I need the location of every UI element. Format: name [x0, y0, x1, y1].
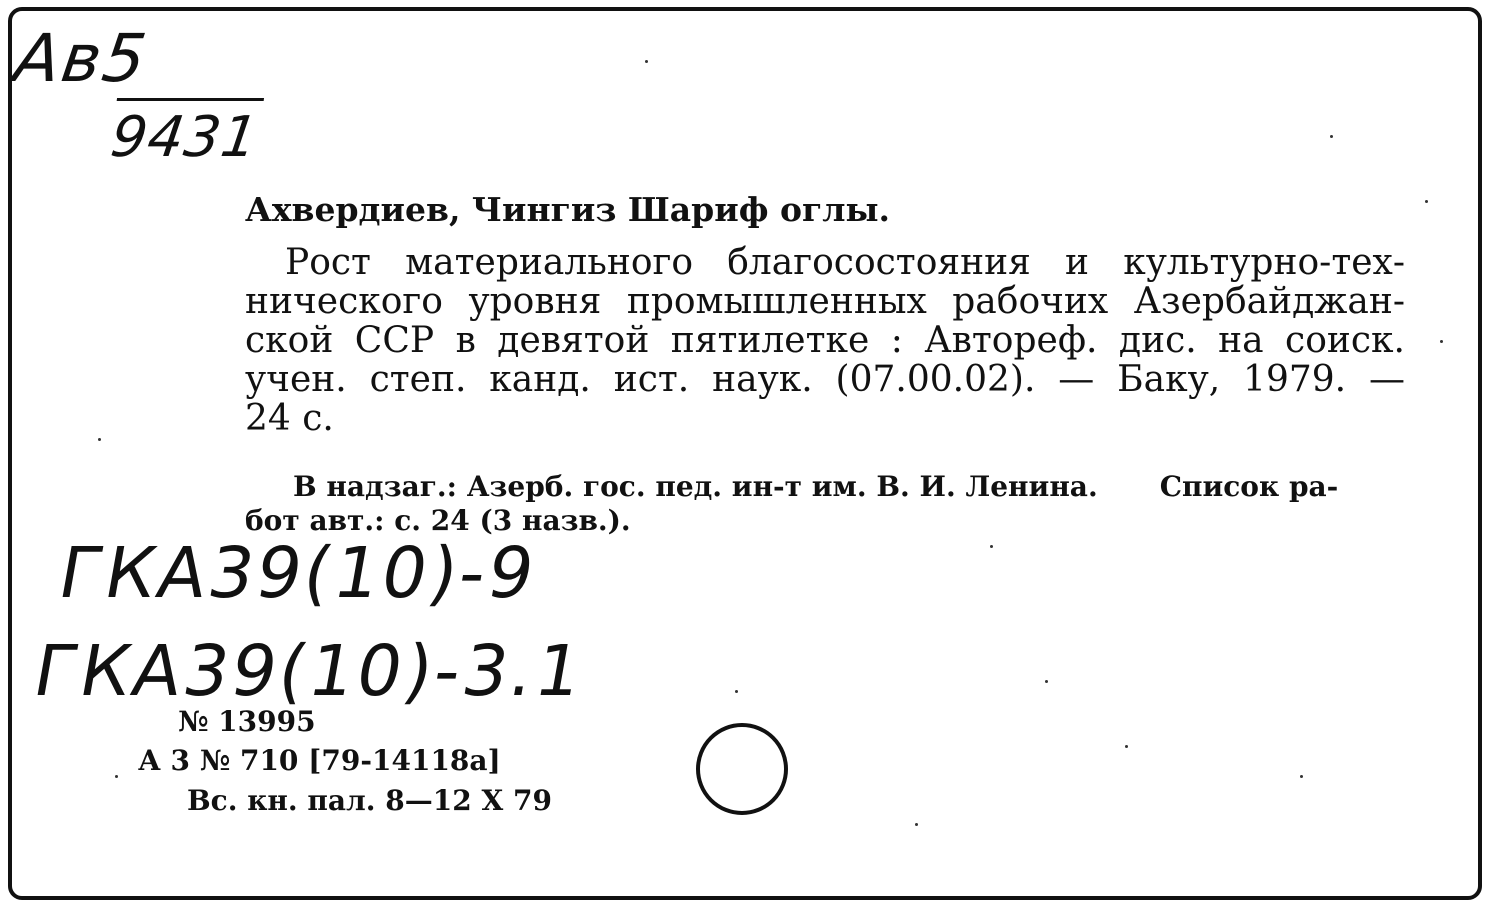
title-line: Рост материального благосостояния и культурно-тех- — [285, 242, 1405, 283]
speck — [115, 775, 118, 778]
classification-code-2: ГКА39(10)-3.1 — [27, 630, 591, 712]
speck — [915, 823, 918, 826]
speck — [990, 545, 993, 548]
author-heading: Ахвердиев, Чингиз Шариф оглы. — [245, 190, 891, 229]
title-line: 24 с. — [245, 398, 334, 439]
title-line: учен. степ. канд. ист. наук. (07.00.02). — Баку, 1979. — — [245, 359, 1405, 400]
classification-code-1: ГКА39(10)-9 — [52, 532, 544, 614]
chamber-line: Вс. кн. пал. 8—12 X 79 — [187, 784, 552, 817]
title-block — [245, 243, 1405, 438]
shelf-mark-top: Ав5 — [9, 20, 153, 97]
speck — [735, 690, 738, 693]
note-line: бот авт.: с. 24 (3 назв.). — [245, 504, 631, 537]
note-block — [245, 470, 1395, 538]
speck — [645, 60, 648, 63]
record-number: № 13995 — [178, 705, 316, 738]
speck — [98, 438, 101, 441]
note-institution: В надзаг.: Азерб. гос. пед. ин-т им. В. И. Ленина. — [293, 470, 1098, 503]
speck — [1045, 680, 1048, 683]
speck — [1300, 775, 1303, 778]
speck — [1425, 200, 1428, 203]
punch-hole — [696, 723, 788, 815]
speck — [1440, 340, 1443, 343]
speck — [1125, 745, 1128, 748]
order-line: А 3 № 710 [79-14118а] — [138, 744, 501, 777]
note-list-start: Список ра- — [1159, 470, 1339, 503]
speck — [1330, 135, 1333, 138]
title-line: нического уровня промышленных рабочих Азербайджан- — [245, 281, 1405, 322]
note-line — [245, 470, 1395, 504]
shelf-mark-bottom: 9431 — [107, 98, 264, 170]
title-line: ской ССР в девятой пятилетке : Автореф. дис. на соиск. — [245, 320, 1405, 361]
